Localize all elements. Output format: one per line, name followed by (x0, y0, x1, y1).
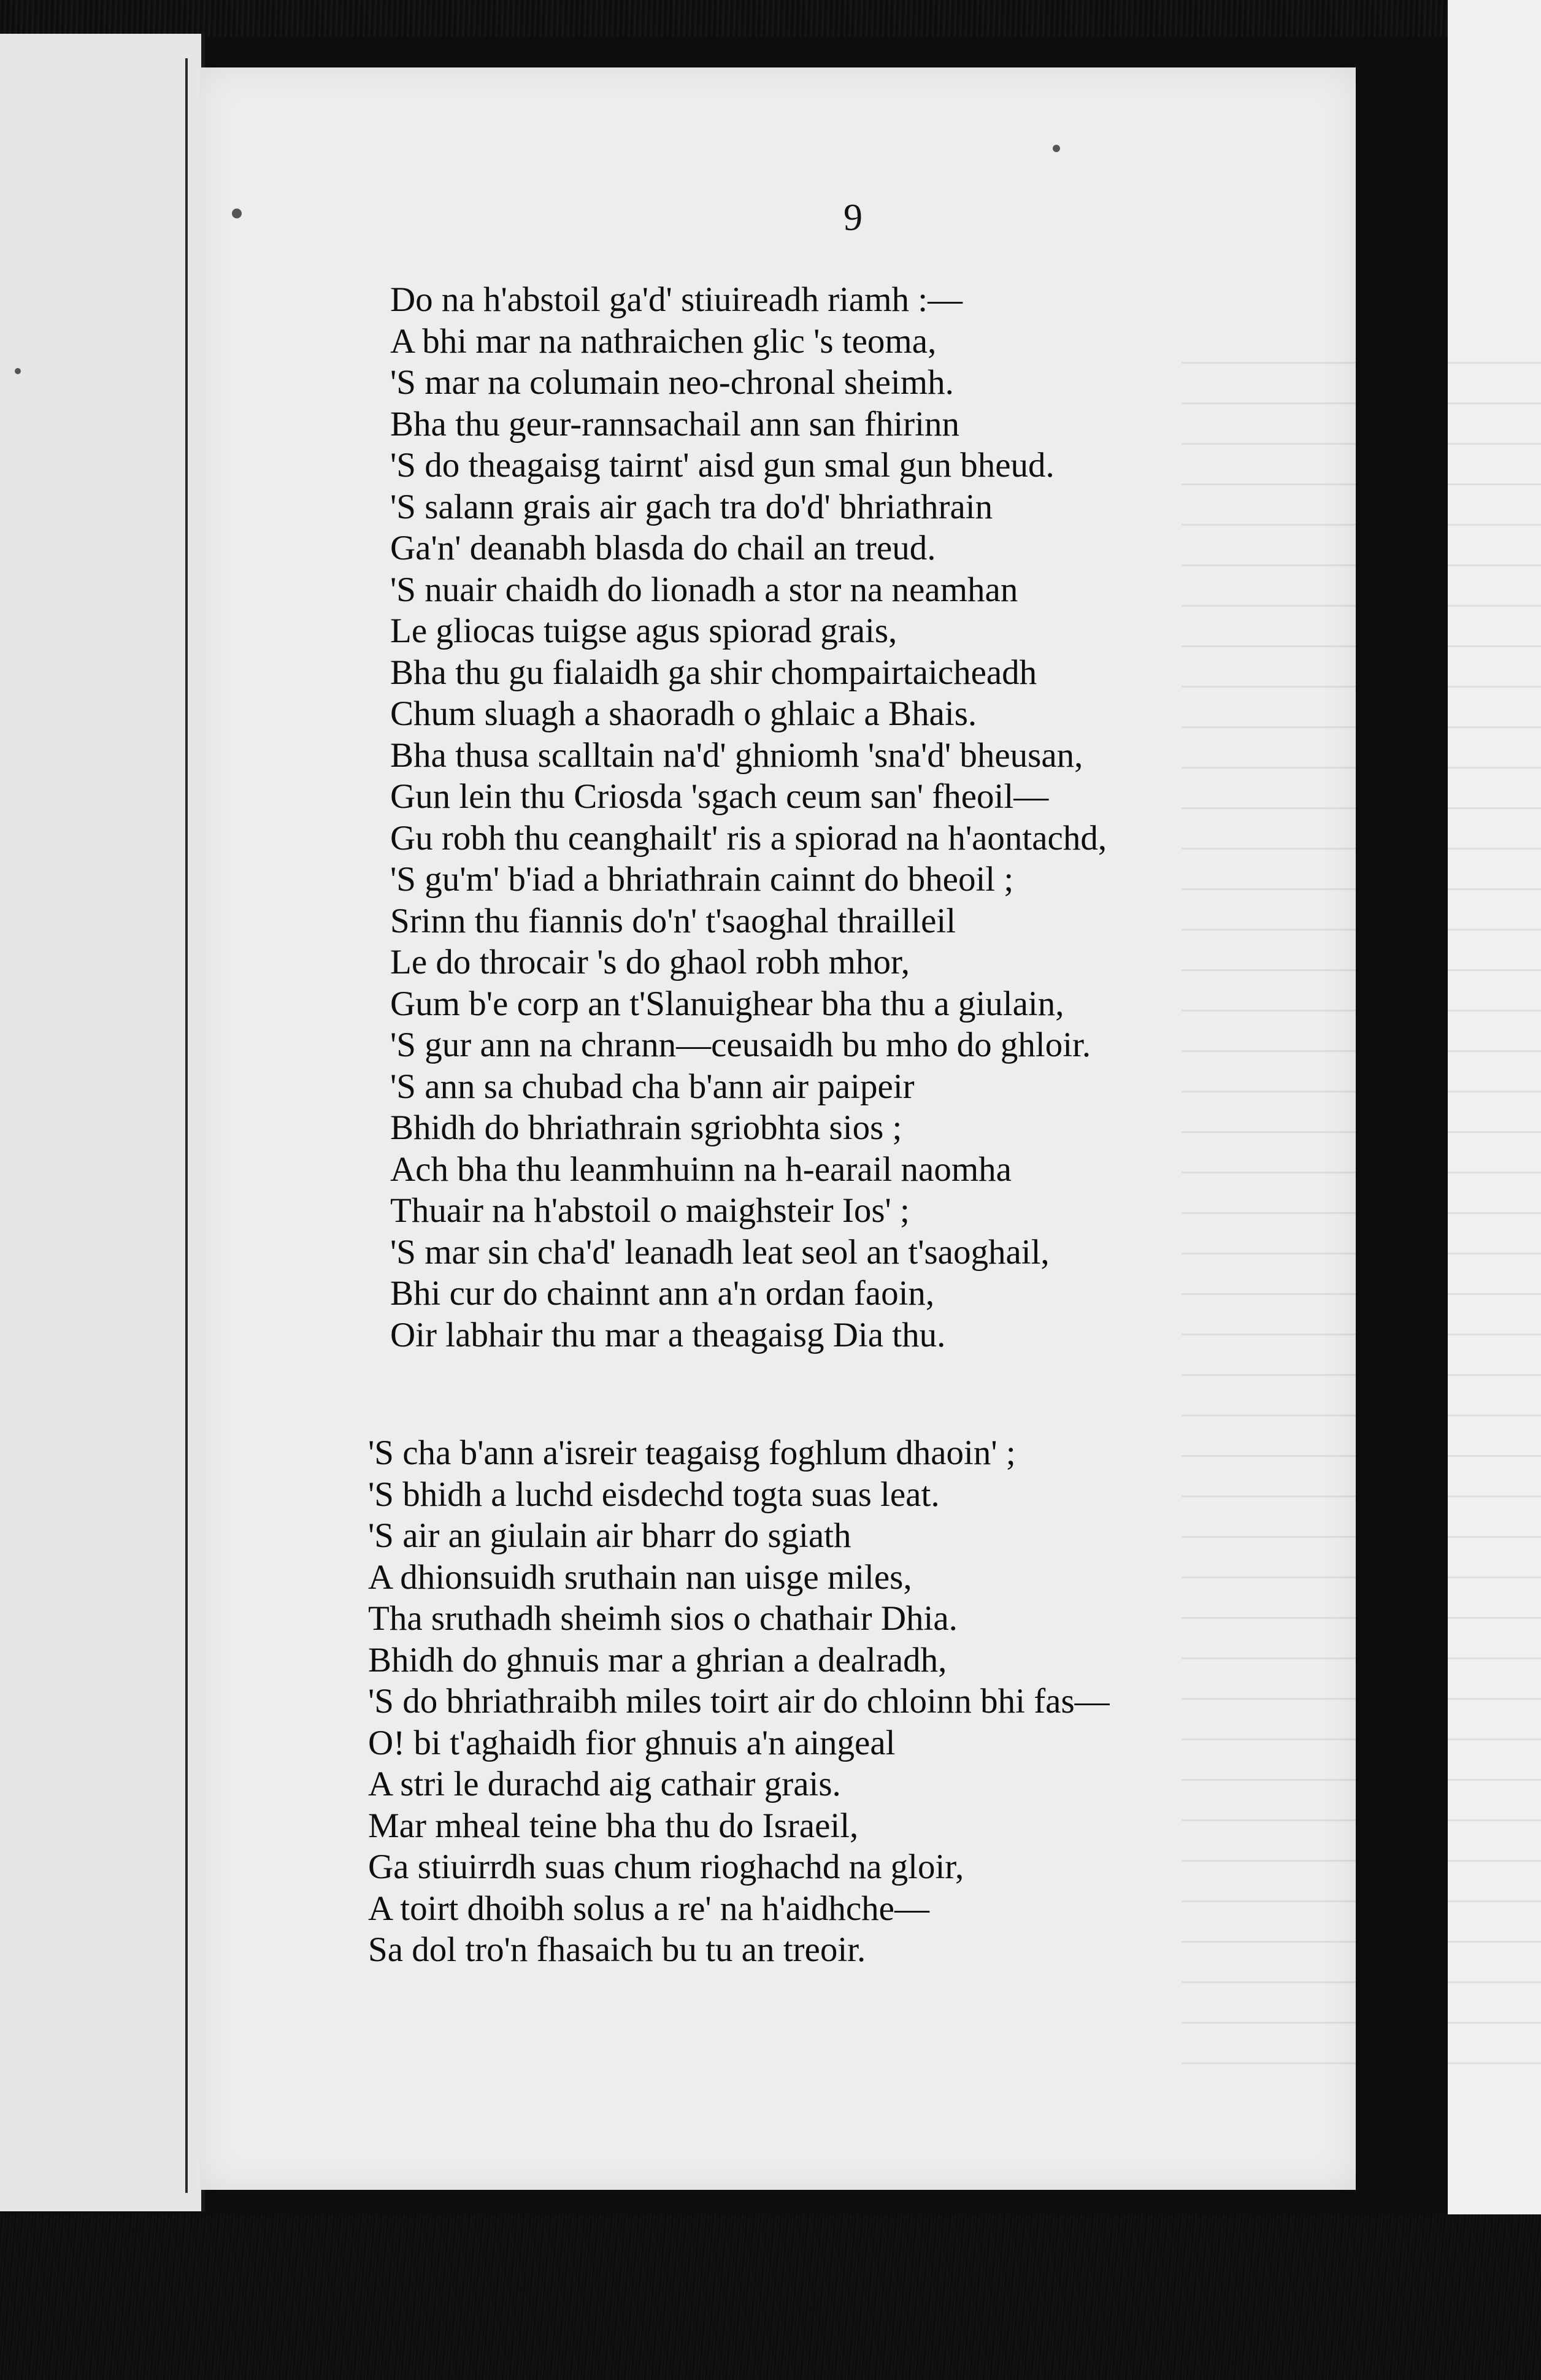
bottom-dark-border (0, 2214, 1541, 2380)
verse-line: Mar mheal teine bha thu do Israeil, (368, 1806, 859, 1845)
verse-line: A bhi mar na nathraichen glic 's teoma, (390, 321, 937, 361)
verse-line: Tha sruthadh sheimh sios o chathair Dhia. (368, 1599, 958, 1638)
verse-line: 'S nuair chaidh do lionadh a stor na neamhan (390, 570, 1018, 609)
verse-line: Sa dol tro'n fhasaich bu tu an treoir. (368, 1930, 866, 1969)
verse-line: O! bi t'aghaidh fior ghnuis a'n aingeal (368, 1723, 896, 1762)
verse-line: Do na h'abstoil ga'd' stiuireadh riamh :— (390, 280, 963, 319)
bleed-through-text (1182, 362, 1541, 2079)
verse-line: A stri le durachd aig cathair grais. (368, 1765, 841, 1803)
verse-line: 'S bhidh a luchd eisdechd togta suas leat. (368, 1475, 940, 1514)
verse-line: A toirt dhoibh solus a re' na h'aidhche— (368, 1889, 929, 1928)
verse-line: 'S ann sa chubad cha b'ann air paipeir (390, 1067, 915, 1106)
ink-speck (1053, 145, 1060, 152)
verse-line: 'S cha b'ann a'isreir teagaisg foghlum dhaoin' ; (368, 1434, 1016, 1472)
verse-line: Ach bha thu leanmhuinn na h-earail naomha (390, 1150, 1012, 1189)
verse-line: Srinn thu fiannis do'n' t'saoghal thrailleil (390, 901, 956, 940)
page-number: 9 (844, 197, 863, 239)
top-dark-border (0, 0, 1448, 37)
verse-line: Bha thusa scalltain na'd' ghniomh 'sna'd' bheusan, (390, 735, 1083, 775)
verse-line: Bhidh do bhriathrain sgriobhta sios ; (390, 1108, 902, 1147)
book-spine (185, 58, 188, 2193)
verse-line: Thuair na h'abstoil o maighsteir Ios' ; (390, 1191, 910, 1230)
ink-speck (15, 368, 21, 374)
verse-line: Bhidh do ghnuis mar a ghrian a dealradh, (368, 1640, 947, 1679)
verse-line: 'S salann grais air gach tra do'd' bhriathrain (390, 487, 993, 526)
verse-line: 'S air an giulain air bharr do sgiath (368, 1516, 851, 1555)
stanza-2 (368, 1432, 1110, 1971)
verse-line: Bhi cur do chainnt ann a'n ordan faoin, (390, 1274, 935, 1313)
verse-line: Bha thu gu fialaidh ga shir chompairtaicheadh (390, 653, 1037, 692)
verse-line: 'S mar sin cha'd' leanadh leat seol an t'saoghail, (390, 1232, 1050, 1272)
verse-line: Bha thu geur-rannsachail ann san fhirinn (390, 404, 959, 443)
stanza-1 (390, 279, 1107, 1356)
verse-line: Ga stiuirrdh suas chum rioghachd na gloir, (368, 1848, 964, 1886)
verse-line: 'S gur ann na chrann—ceusaidh bu mho do ghloir. (390, 1026, 1091, 1064)
facing-page-edge (0, 34, 205, 2211)
verse-line: Gum b'e corp an t'Slanuighear bha thu a giulain, (390, 984, 1064, 1023)
fabric-texture (0, 2214, 1541, 2380)
verse-line: A dhionsuidh sruthain nan uisge miles, (368, 1557, 912, 1597)
verse-line: Oir labhair thu mar a theagaisg Dia thu. (390, 1315, 946, 1354)
verse-line: 'S mar na columain neo-chronal sheimh. (390, 363, 954, 402)
verse-line: Chum sluagh a shaoradh o ghlaic a Bhais. (390, 694, 977, 733)
verse-line: Le do throcair 's do ghaol robh mhor, (390, 943, 910, 981)
verse-line: Ga'n' deanabh blasda do chail an treud. (390, 529, 936, 567)
verse-line: Gun lein thu Criosda 'sgach ceum san' fheoil— (390, 777, 1049, 816)
ink-speck (232, 209, 242, 218)
verse-line: Gu robh thu ceanghailt' ris a spiorad na h'aontachd, (390, 818, 1107, 858)
verse-line: 'S gu'm' b'iad a bhriathrain cainnt do bheoil ; (390, 860, 1014, 899)
verse-line: Le gliocas tuigse agus spiorad grais, (390, 612, 897, 650)
verse-line: 'S do bhriathraibh miles toirt air do chloinn bhi fas— (368, 1682, 1110, 1721)
verse-line: 'S do theagaisg tairnt' aisd gun smal gun bheud. (390, 446, 1055, 485)
